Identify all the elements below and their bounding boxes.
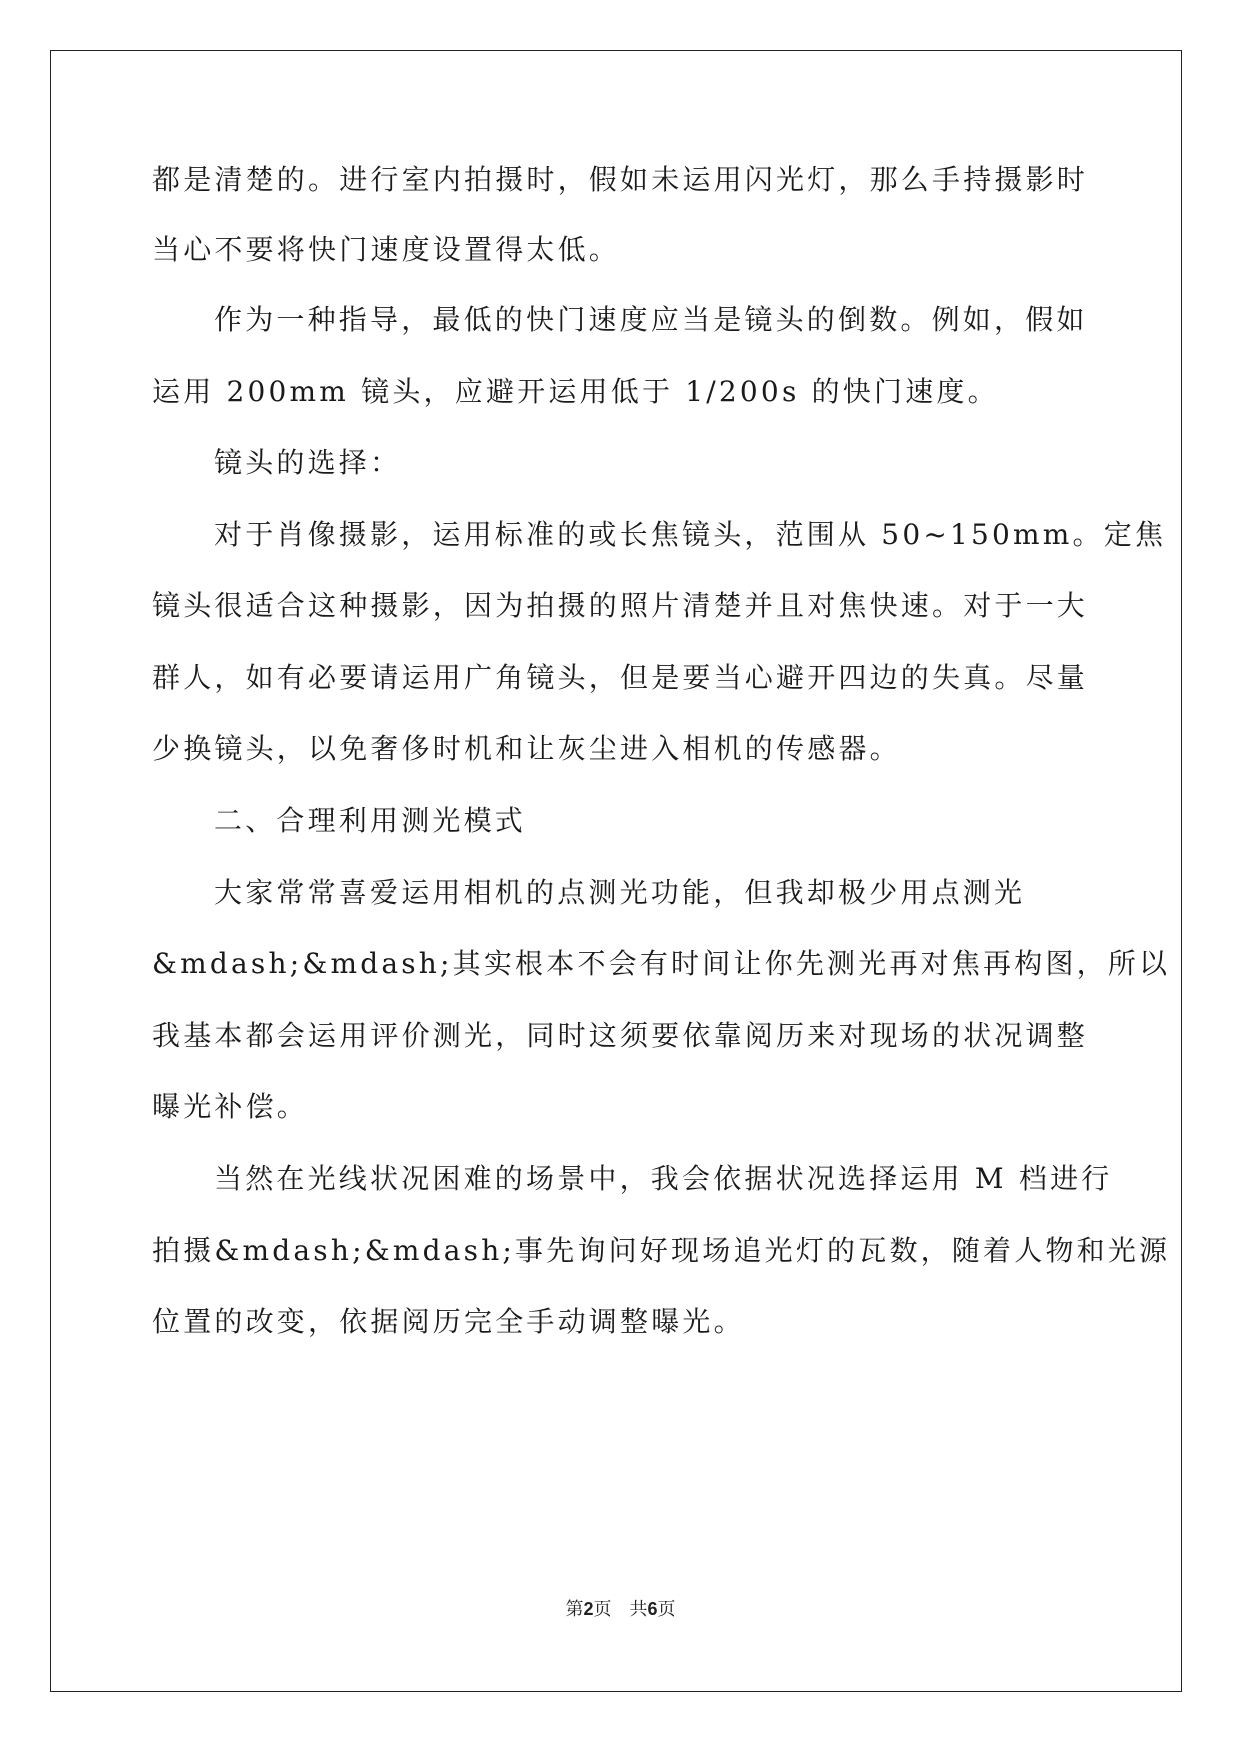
current-page-number: 2 — [583, 1599, 594, 1619]
text-line: 曝光补偿。 — [152, 1090, 309, 1123]
total-page-number: 6 — [647, 1599, 658, 1619]
text-line: 都是清楚的。进行室内拍摄时，假如未运用闪光灯，那么手持摄影时 — [152, 163, 1089, 196]
text-line: 我基本都会运用评价测光，同时这须要依靠阅历来对现场的状况调整 — [152, 1019, 1089, 1052]
section-heading: 二、合理利用测光模式 — [214, 804, 527, 837]
page-footer — [0, 1597, 1241, 1622]
footer-mid: 页 共 — [593, 1599, 648, 1620]
text-line: &mdash;&mdash;其实根本不会有时间让你先测光再对焦再构图，所以 — [152, 947, 1171, 980]
text-line: 对于肖像摄影，运用标准的或长焦镜头，范围从 50~150mm。定焦 — [214, 518, 1167, 551]
text-line: 当心不要将快门速度设置得太低。 — [152, 233, 621, 266]
footer-prefix: 第 — [565, 1599, 584, 1620]
text-line: 作为一种指导，最低的快门速度应当是镜头的倒数。例如，假如 — [214, 303, 1088, 336]
footer-suffix: 页 — [657, 1599, 676, 1620]
text-line: 少换镜头，以免奢侈时机和让灰尘进入相机的传感器。 — [152, 732, 901, 765]
text-line: 群人，如有必要请运用广角镜头，但是要当心避开四边的失真。尽量 — [152, 661, 1089, 694]
text-line: 当然在光线状况困难的场景中，我会依据状况选择运用 M 档进行 — [214, 1162, 1113, 1195]
text-line: 大家常常喜爱运用相机的点测光功能，但我却极少用点测光 — [214, 876, 1026, 909]
page-border — [50, 50, 1182, 1692]
text-line: 拍摄&mdash;&mdash;事先询问好现场追光灯的瓦数，随着人物和光源 — [152, 1234, 1171, 1267]
text-line: 运用 200mm 镜头，应避开运用低于 1/200s 的快门速度。 — [152, 375, 999, 408]
text-line: 镜头很适合这种摄影，因为拍摄的照片清楚并且对焦快速。对于一大 — [152, 589, 1089, 622]
text-line: 位置的改变，依据阅历完全手动调整曝光。 — [152, 1305, 745, 1338]
text-line: 镜头的选择： — [214, 446, 402, 479]
